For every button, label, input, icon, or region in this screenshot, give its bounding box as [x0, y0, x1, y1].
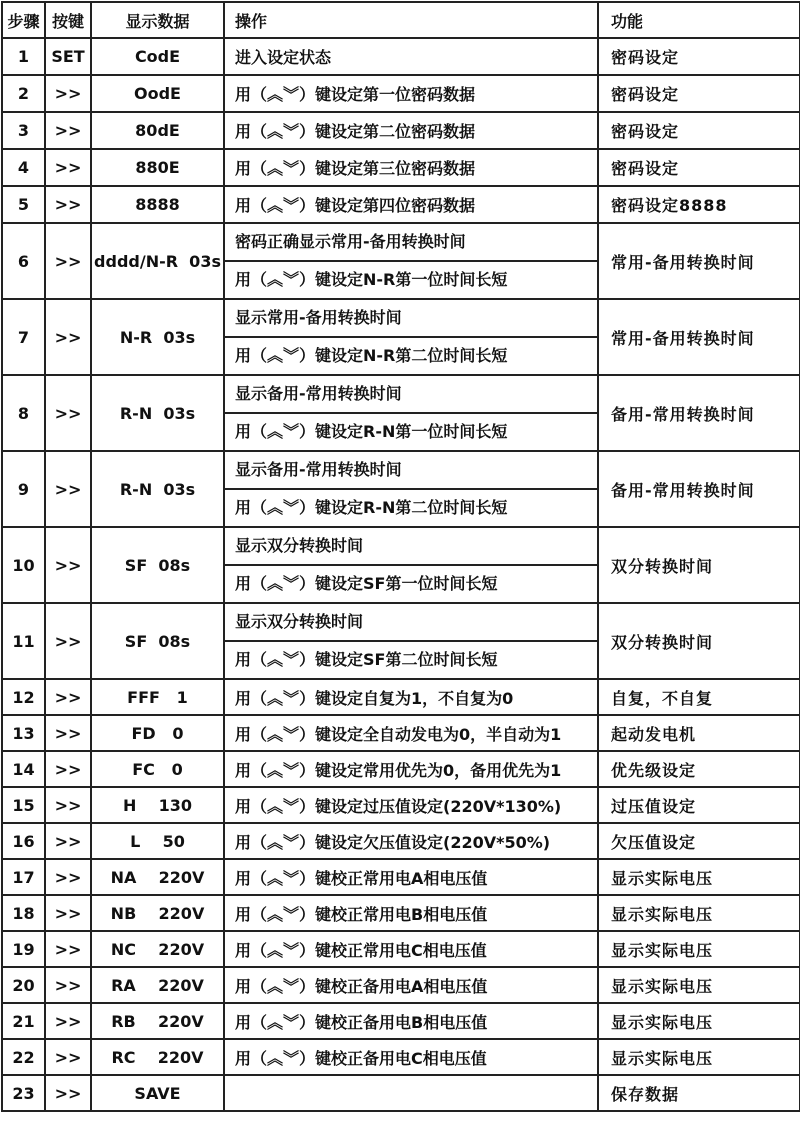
table-row — [2, 603, 800, 679]
operation-cell: 用（︽︾）键校正备用电A相电压值 — [224, 967, 598, 1003]
settings-table — [1, 1, 800, 1112]
step-cell: 13 — [2, 715, 45, 751]
display-cell: SAVE — [91, 1075, 224, 1111]
key-cell: >> — [45, 186, 91, 223]
operation-cell: 用（︽︾）键设定常用优先为0，备用优先为1 — [224, 751, 598, 787]
display-cell: R-N 03s — [91, 451, 224, 527]
key-cell: >> — [45, 1075, 91, 1111]
function-cell: 双分转换时间 — [598, 603, 800, 679]
function-cell: 密码设定 — [598, 38, 800, 75]
display-cell: H 130 — [91, 787, 224, 823]
table-row — [2, 895, 800, 931]
key-cell: >> — [45, 375, 91, 451]
key-cell: >> — [45, 149, 91, 186]
header-step: 步骤 — [2, 2, 45, 38]
key-cell: >> — [45, 931, 91, 967]
function-cell: 常用-备用转换时间 — [598, 223, 800, 299]
step-cell: 11 — [2, 603, 45, 679]
table-row — [2, 967, 800, 1003]
key-cell: >> — [45, 1039, 91, 1075]
step-cell: 7 — [2, 299, 45, 375]
display-cell: 8888 — [91, 186, 224, 223]
operation-cell: 用（︽︾）键设定过压值设定(220V*130%) — [224, 787, 598, 823]
step-cell: 16 — [2, 823, 45, 859]
header-function: 功能 — [598, 2, 800, 38]
operation-cell — [224, 603, 598, 679]
step-cell: 10 — [2, 527, 45, 603]
key-cell: >> — [45, 715, 91, 751]
operation-cell: 用（︽︾）键设定自复为1，不自复为0 — [224, 679, 598, 715]
step-cell: 23 — [2, 1075, 45, 1111]
display-cell: 880E — [91, 149, 224, 186]
table-row — [2, 1003, 800, 1039]
table-row — [2, 186, 800, 223]
function-cell: 备用-常用转换时间 — [598, 375, 800, 451]
function-cell: 显示实际电压 — [598, 1039, 800, 1075]
function-cell: 起动发电机 — [598, 715, 800, 751]
operation-line: 用（︽︾）键设定SF第二位时间长短 — [235, 650, 498, 669]
operation-cell: 用（︽︾）键设定第二位密码数据 — [224, 112, 598, 149]
table-row — [2, 38, 800, 75]
key-cell: >> — [45, 527, 91, 603]
function-cell: 备用-常用转换时间 — [598, 451, 800, 527]
function-cell: 密码设定 — [598, 75, 800, 112]
key-cell: >> — [45, 751, 91, 787]
operation-cell — [224, 527, 598, 603]
operation-line: 显示常用-备用转换时间 — [225, 300, 597, 338]
display-cell: FC 0 — [91, 751, 224, 787]
table-row — [2, 751, 800, 787]
table-row — [2, 787, 800, 823]
header-key: 按键 — [45, 2, 91, 38]
display-cell: RC 220V — [91, 1039, 224, 1075]
step-cell: 2 — [2, 75, 45, 112]
display-cell: OodE — [91, 75, 224, 112]
header-operation: 操作 — [224, 2, 598, 38]
operation-line: 显示双分转换时间 — [225, 604, 597, 642]
key-cell: >> — [45, 112, 91, 149]
operation-line: 用（︽︾）键设定N-R第二位时间长短 — [235, 346, 508, 365]
function-cell: 显示实际电压 — [598, 1003, 800, 1039]
operation-cell: 进入设定状态 — [224, 38, 598, 75]
step-cell: 19 — [2, 931, 45, 967]
operation-line: 密码正确显示常用-备用转换时间 — [225, 224, 597, 262]
operation-cell: 用（︽︾）键设定欠压值设定(220V*50%) — [224, 823, 598, 859]
table-row — [2, 823, 800, 859]
display-cell: dddd/N-R 03s — [91, 223, 224, 299]
key-cell: >> — [45, 451, 91, 527]
function-cell: 保存数据 — [598, 1075, 800, 1111]
operation-line: 显示备用-常用转换时间 — [225, 452, 597, 490]
operation-cell: 用（︽︾）键设定第四位密码数据 — [224, 186, 598, 223]
operation-cell: 用（︽︾）键校正常用电B相电压值 — [224, 895, 598, 931]
table-row — [2, 451, 800, 527]
function-cell: 密码设定 — [598, 112, 800, 149]
key-cell: >> — [45, 787, 91, 823]
step-cell: 15 — [2, 787, 45, 823]
key-cell: >> — [45, 967, 91, 1003]
table-row — [2, 1075, 800, 1111]
table-row — [2, 1039, 800, 1075]
display-cell: FFF 1 — [91, 679, 224, 715]
function-cell: 优先级设定 — [598, 751, 800, 787]
function-cell: 欠压值设定 — [598, 823, 800, 859]
operation-line: 用（︽︾）键设定SF第一位时间长短 — [235, 574, 498, 593]
operation-cell: 用（︽︾）键设定第一位密码数据 — [224, 75, 598, 112]
table-row — [2, 679, 800, 715]
operation-line: 用（︽︾）键设定N-R第一位时间长短 — [235, 270, 508, 289]
step-cell: 9 — [2, 451, 45, 527]
table-row — [2, 715, 800, 751]
function-cell: 显示实际电压 — [598, 895, 800, 931]
step-cell: 4 — [2, 149, 45, 186]
function-cell: 自复，不自复 — [598, 679, 800, 715]
step-cell: 8 — [2, 375, 45, 451]
step-cell: 6 — [2, 223, 45, 299]
display-cell: 80dE — [91, 112, 224, 149]
table-row — [2, 75, 800, 112]
key-cell: >> — [45, 75, 91, 112]
operation-cell: 用（︽︾）键设定第三位密码数据 — [224, 149, 598, 186]
function-cell: 显示实际电压 — [598, 931, 800, 967]
step-cell: 18 — [2, 895, 45, 931]
header-display: 显示数据 — [91, 2, 224, 38]
display-cell: NA 220V — [91, 859, 224, 895]
table-row — [2, 527, 800, 603]
key-cell: >> — [45, 603, 91, 679]
key-cell: >> — [45, 895, 91, 931]
step-cell: 3 — [2, 112, 45, 149]
table-row — [2, 223, 800, 299]
step-cell: 5 — [2, 186, 45, 223]
function-cell: 显示实际电压 — [598, 859, 800, 895]
step-cell: 21 — [2, 1003, 45, 1039]
display-cell: R-N 03s — [91, 375, 224, 451]
display-cell: CodE — [91, 38, 224, 75]
operation-cell: 用（︽︾）键校正备用电B相电压值 — [224, 1003, 598, 1039]
step-cell: 14 — [2, 751, 45, 787]
function-cell: 过压值设定 — [598, 787, 800, 823]
display-cell: NB 220V — [91, 895, 224, 931]
function-cell: 常用-备用转换时间 — [598, 299, 800, 375]
operation-line: 显示双分转换时间 — [225, 528, 597, 566]
key-cell: >> — [45, 823, 91, 859]
key-cell: SET — [45, 38, 91, 75]
operation-cell: 用（︽︾）键校正常用电C相电压值 — [224, 931, 598, 967]
function-cell: 密码设定8888 — [598, 186, 800, 223]
key-cell: >> — [45, 859, 91, 895]
table-row — [2, 112, 800, 149]
operation-cell — [224, 299, 598, 375]
display-cell: SF 08s — [91, 527, 224, 603]
operation-cell — [224, 451, 598, 527]
table-row — [2, 859, 800, 895]
operation-cell: 用（︽︾）键校正常用电A相电压值 — [224, 859, 598, 895]
operation-cell — [224, 1075, 598, 1111]
operation-line: 显示备用-常用转换时间 — [225, 376, 597, 414]
function-cell: 双分转换时间 — [598, 527, 800, 603]
operation-cell: 用（︽︾）键校正备用电C相电压值 — [224, 1039, 598, 1075]
step-cell: 22 — [2, 1039, 45, 1075]
display-cell: L 50 — [91, 823, 224, 859]
step-cell: 17 — [2, 859, 45, 895]
operation-cell — [224, 375, 598, 451]
display-cell: SF 08s — [91, 603, 224, 679]
step-cell: 20 — [2, 967, 45, 1003]
key-cell: >> — [45, 1003, 91, 1039]
display-cell: FD 0 — [91, 715, 224, 751]
operation-cell: 用（︽︾）键设定全自动发电为0，半自动为1 — [224, 715, 598, 751]
key-cell: >> — [45, 223, 91, 299]
function-cell: 密码设定 — [598, 149, 800, 186]
display-cell: N-R 03s — [91, 299, 224, 375]
step-cell: 1 — [2, 38, 45, 75]
key-cell: >> — [45, 679, 91, 715]
table-row — [2, 931, 800, 967]
display-cell: RB 220V — [91, 1003, 224, 1039]
display-cell: RA 220V — [91, 967, 224, 1003]
table-row — [2, 375, 800, 451]
table-row — [2, 299, 800, 375]
operation-line: 用（︽︾）键设定R-N第一位时间长短 — [235, 422, 508, 441]
operation-line: 用（︽︾）键设定R-N第二位时间长短 — [235, 498, 508, 517]
operation-cell — [224, 223, 598, 299]
display-cell: NC 220V — [91, 931, 224, 967]
key-cell: >> — [45, 299, 91, 375]
step-cell: 12 — [2, 679, 45, 715]
table-row — [2, 149, 800, 186]
header-row — [2, 2, 800, 38]
function-cell: 显示实际电压 — [598, 967, 800, 1003]
